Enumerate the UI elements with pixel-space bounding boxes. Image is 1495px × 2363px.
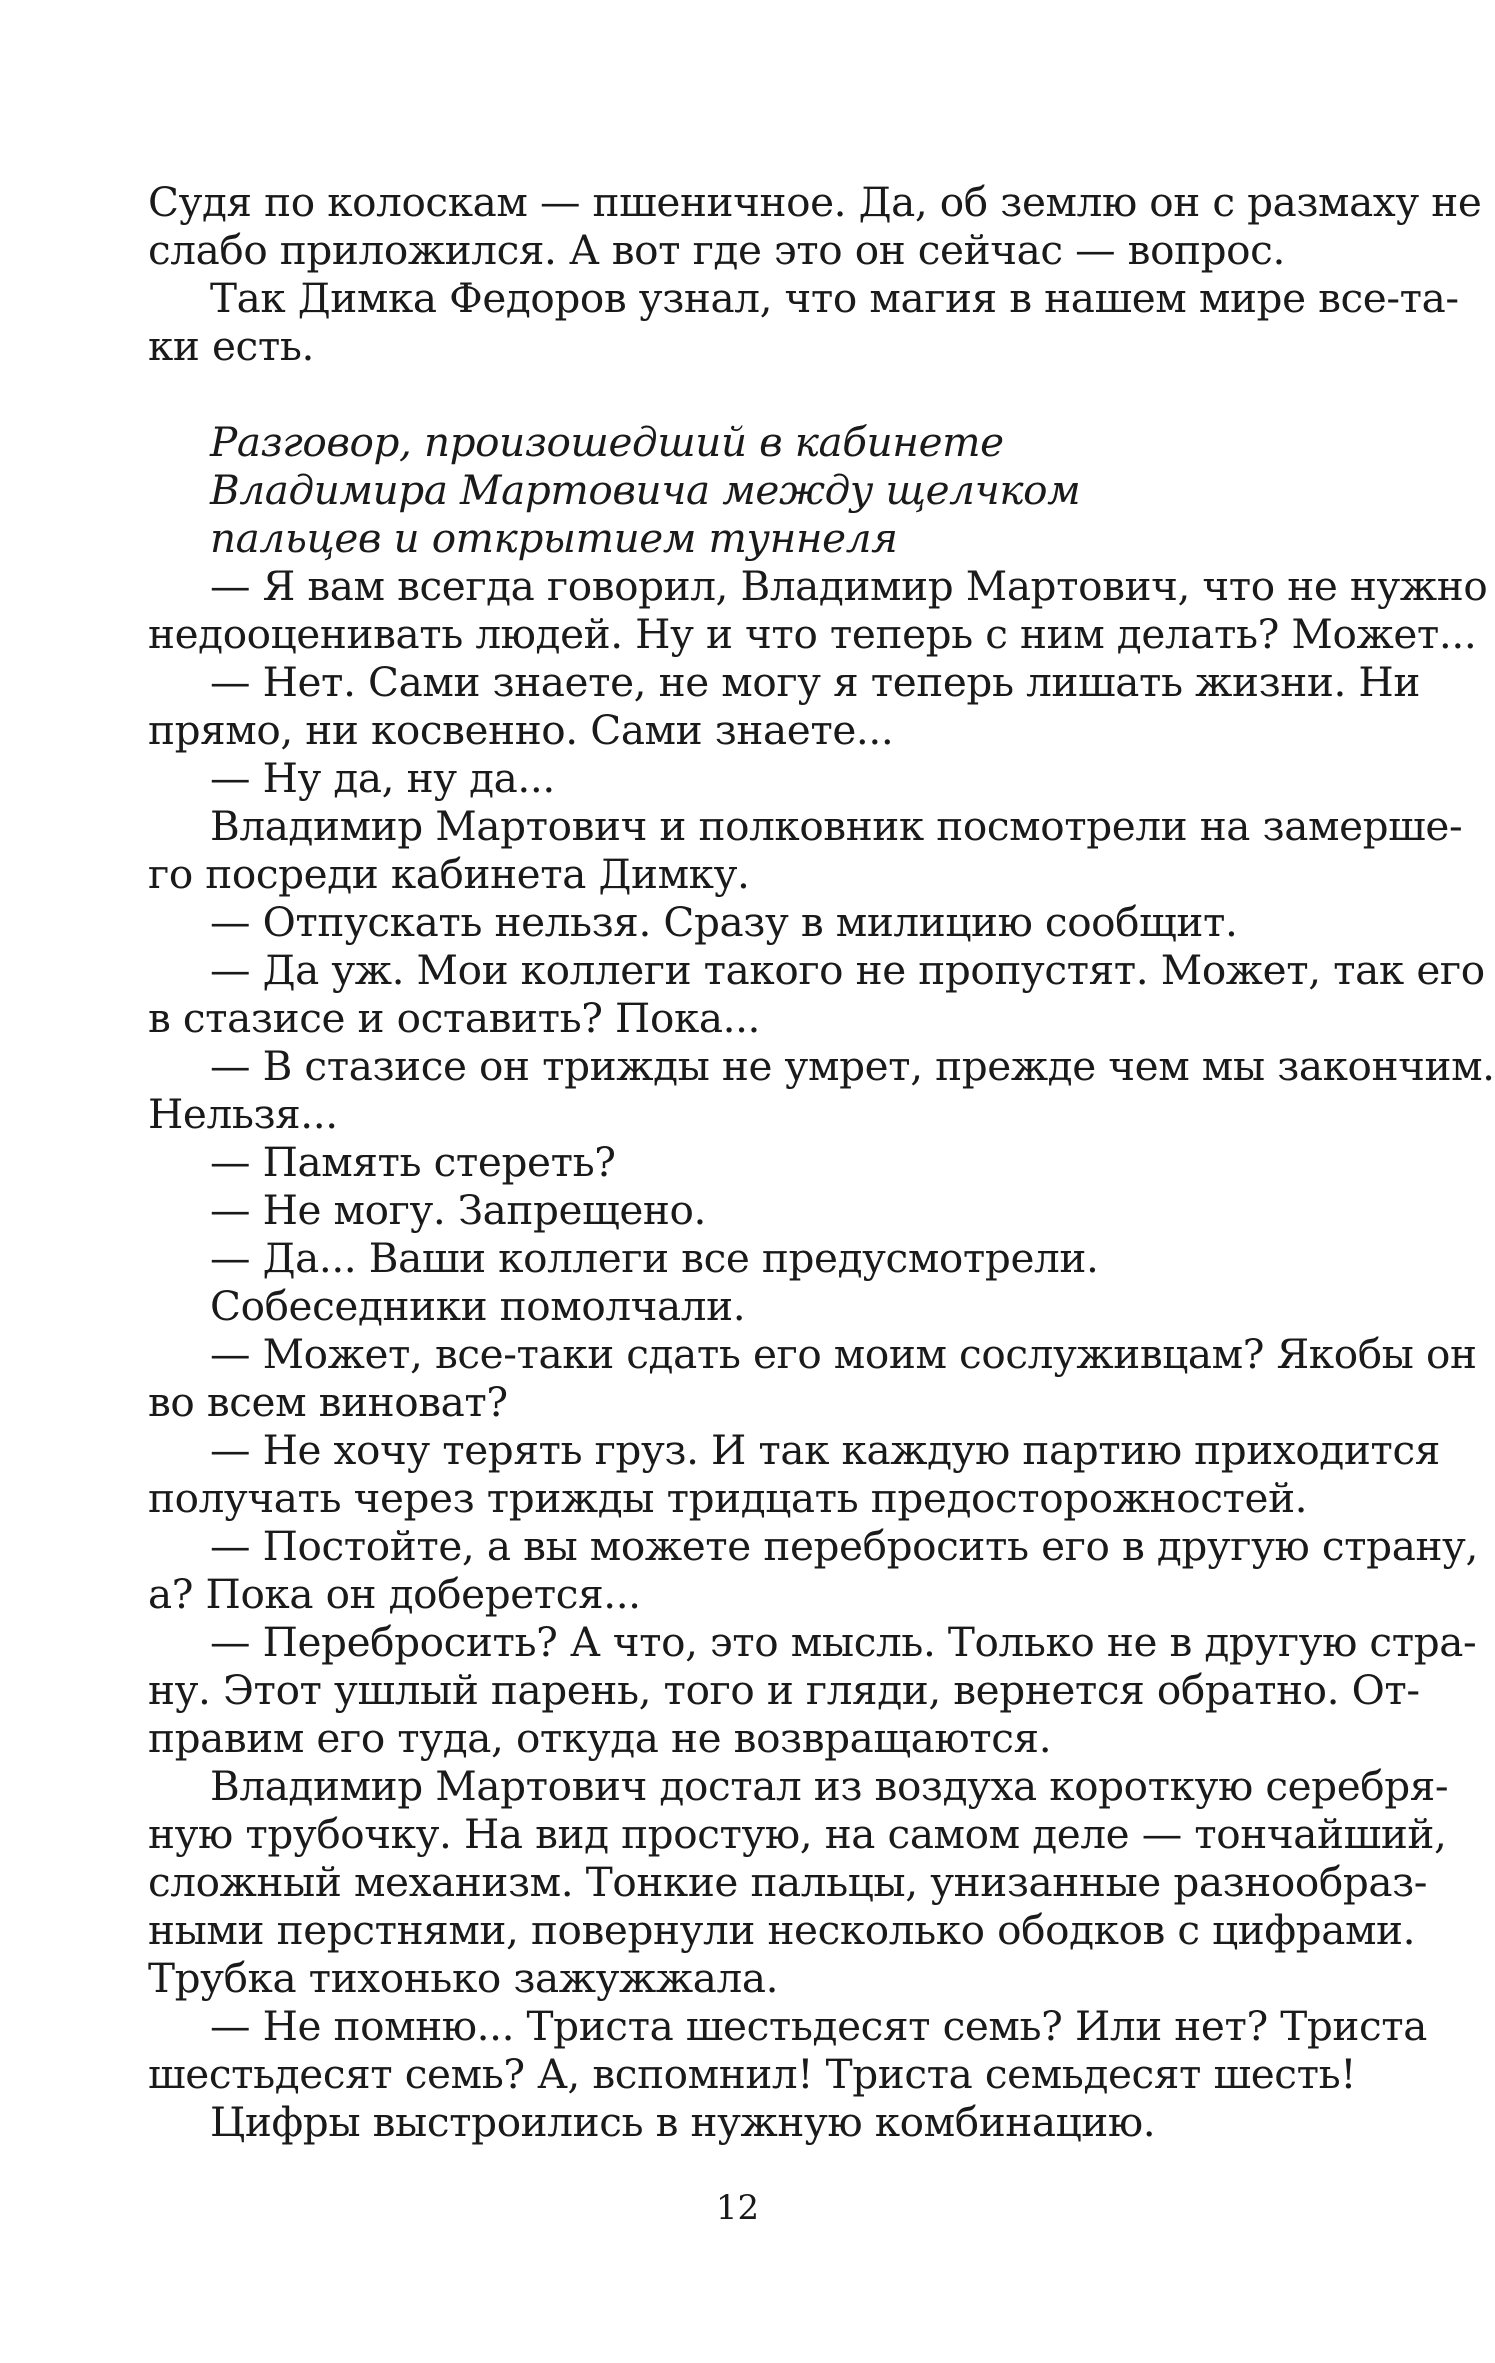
text-line: го посреди кабинета Димку. [148,850,750,898]
text-line: в стазисе и оставить? Пока... [148,994,761,1042]
text-line: а? Пока он доберется... [148,1570,641,1618]
text-line: ну. Этот ушлый парень, того и гляди, вернется обратно. От- [148,1666,1420,1714]
text-line: — Не помню... Триста шестьдесят семь? Или нет? Триста [210,2002,1427,2050]
text-line: недооценивать людей. Ну и что теперь с ним делать? Может... [148,610,1477,658]
text-line: — Я вам всегда говорил, Владимир Мартович, что не нужно [210,562,1488,610]
text-line: Собеседники помолчали. [210,1282,746,1330]
text-line: — Перебросить? А что, это мысль. Только не в другую стра- [210,1618,1477,1666]
text-line: Владимир Мартович и полковник посмотрели на замерше- [210,802,1463,850]
text-line: Судя по колоскам — пшеничное. Да, об землю он с размаху не [148,178,1482,226]
text-line: — Постойте, а вы можете перебросить его в другую страну, [210,1522,1478,1570]
text-line: — Не хочу терять груз. И так каждую партию приходится [210,1426,1440,1474]
text-line: во всем виноват? [148,1378,508,1426]
text-line: — Память стереть? [210,1138,616,1186]
text-line: Нельзя... [148,1090,338,1138]
text-line: — Да... Ваши коллеги все предусмотрели. [210,1234,1099,1282]
text-line: — Да уж. Мои коллеги такого не пропустят. Может, так его [210,946,1485,994]
section-heading-line: пальцев и открытием туннеля [210,514,898,562]
text-line: слабо приложился. А вот где это он сейчас — вопрос. [148,226,1285,274]
text-line: — Не могу. Запрещено. [210,1186,706,1234]
text-line: — Отпускать нельзя. Сразу в милицию сообщит. [210,898,1238,946]
text-line: Цифры выстроились в нужную комбинацию. [210,2098,1156,2146]
text-line: — Нет. Сами знаете, не могу я теперь лишать жизни. Ни [210,658,1420,706]
text-line: получать через трижды тридцать предосторожностей. [148,1474,1308,1522]
text-line: прямо, ни косвенно. Сами знаете... [148,706,894,754]
section-heading-line: Разговор, произошедший в кабинете [210,418,1004,466]
text-line: правим его туда, откуда не возвращаются. [148,1714,1052,1762]
text-line: ную трубочку. На вид простую, на самом деле — тончайший, [148,1810,1447,1858]
text-line: ки есть. [148,322,314,370]
text-line: Так Димка Федоров узнал, что магия в нашем мире все-та- [210,274,1459,322]
text-line: — В стазисе он трижды не умрет, прежде чем мы закончим. [210,1042,1495,1090]
section-heading-line: Владимира Мартовича между щелчком [210,466,1081,514]
text-line: ными перстнями, повернули несколько ободков с цифрами. [148,1906,1416,1954]
page-body [148,178,1495,2146]
text-line: — Может, все-таки сдать его моим сослуживцам? Якобы он [210,1330,1477,1378]
text-line: сложный механизм. Тонкие пальцы, унизанные разнообраз- [148,1858,1428,1906]
section-gap [148,370,1352,418]
text-line: Трубка тихонько зажужжала. [148,1954,779,2002]
page-number: 12 [715,2188,760,2228]
text-line: Владимир Мартович достал из воздуха короткую серебря- [210,1762,1449,1810]
text-line: — Ну да, ну да... [210,754,555,802]
text-line: шестьдесят семь? А, вспомнил! Триста семьдесят шесть! [148,2050,1357,2098]
